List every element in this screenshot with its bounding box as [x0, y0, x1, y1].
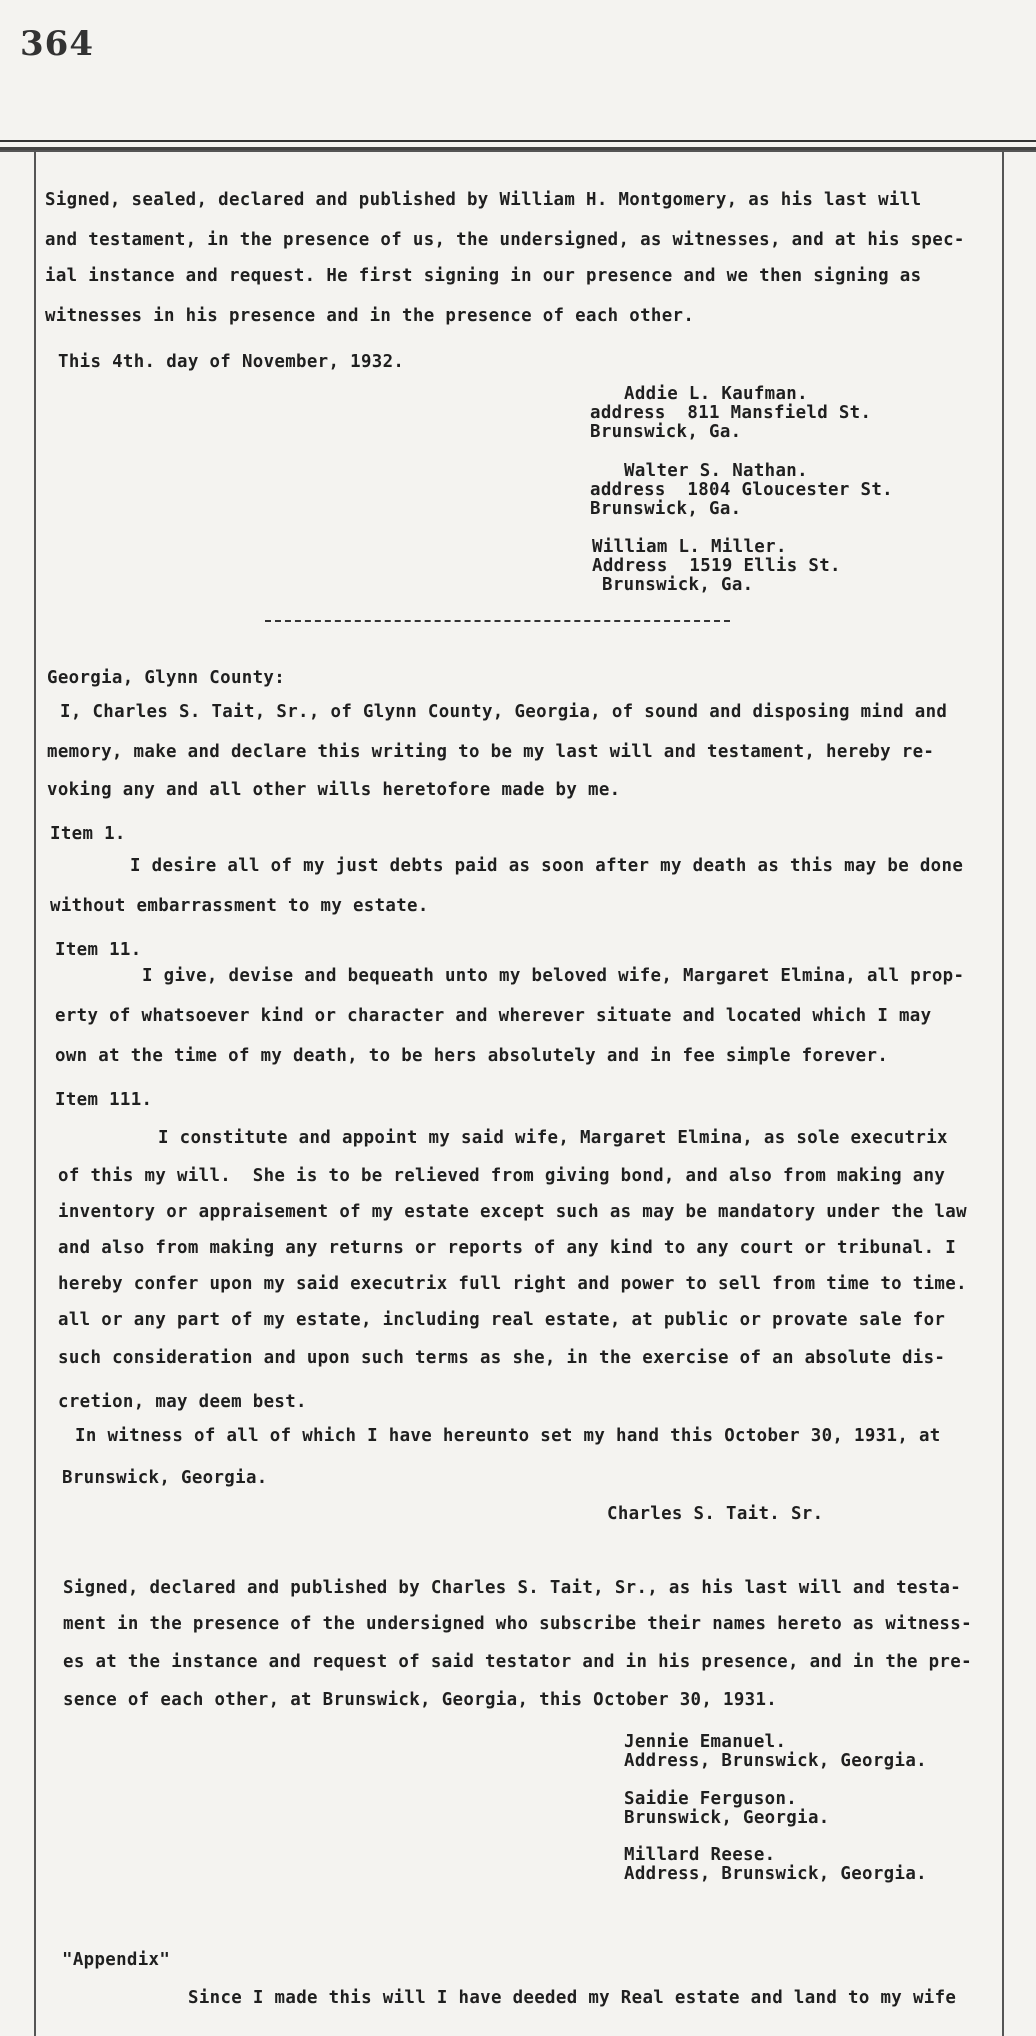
item3-line: I constitute and appoint my said wife, Margaret Elmina, as sole executrix	[158, 1128, 948, 1148]
will2-witness-3	[624, 1846, 927, 1884]
will1-attestation-line: witnesses in his presence and in the presence of each other.	[45, 306, 695, 326]
testator-signature: Charles S. Tait. Sr.	[607, 1504, 824, 1524]
page-number: 364	[20, 24, 94, 64]
item3-line: cretion, may deem best.	[58, 1392, 307, 1412]
appendix-line: Since I made this will I have deeded my Real estate and land to my wife	[188, 1988, 957, 2008]
witness-city: Brunswick, Ga.	[602, 575, 754, 595]
will2-intro-line: voking any and all other wills heretofore made by me.	[47, 780, 621, 800]
item2-line: I give, devise and bequeath unto my beloved wife, Margaret Elmina, all prop-	[142, 966, 965, 986]
item3-line: and also from making any returns or reports of any kind to any court or tribunal. I	[58, 1238, 957, 1258]
will2-attestation-line: sence of each other, at Brunswick, Georgia, this October 30, 1931.	[63, 1690, 778, 1710]
item3-label: Item 111.	[55, 1090, 153, 1110]
will2-attestation-line: es at the instance and request of said testator and in his presence, and in the pre-	[63, 1652, 972, 1672]
item1-label: Item 1.	[50, 824, 126, 844]
witness-address: Address 1519 Ellis St.	[592, 556, 841, 576]
section-divider	[265, 620, 730, 622]
witness-city: Brunswick, Ga.	[590, 422, 742, 442]
appendix-label: "Appendix"	[62, 1950, 171, 1970]
top-rule-inner	[0, 150, 1036, 152]
witness-address: address 1804 Gloucester St.	[590, 480, 893, 500]
will2-intro-line: I, Charles S. Tait, Sr., of Glynn County, Georgia, of sound and disposing mind and	[60, 702, 948, 722]
will1-witness-1	[590, 385, 871, 442]
right-margin-rule	[1002, 150, 1004, 2036]
witness-address: Brunswick, Georgia.	[624, 1808, 830, 1828]
item3-line: of this my will. She is to be relieved from giving bond, and also from making any	[58, 1166, 946, 1186]
witness-name: William L. Miller.	[592, 537, 787, 557]
item3-line: such consideration and upon such terms as she, in the exercise of an absolute dis-	[58, 1348, 946, 1368]
item2-line: erty of whatsoever kind or character and wherever situate and located which I may	[55, 1006, 932, 1026]
witness-name: Millard Reese.	[624, 1845, 776, 1865]
witness-address: Address, Brunswick, Georgia.	[624, 1864, 927, 1884]
will1-attestation-line: Signed, sealed, declared and published by William H. Montgomery, as his last will	[45, 190, 922, 210]
item3-line: all or any part of my estate, including real estate, at public or provate sale for	[58, 1310, 946, 1330]
item2-line: own at the time of my death, to be hers absolutely and in fee simple forever.	[55, 1046, 889, 1066]
witness-name: Jennie Emanuel.	[624, 1732, 787, 1752]
will2-attestation-line: Signed, declared and published by Charles S. Tait, Sr., as his last will and testa-	[63, 1578, 962, 1598]
will2-intro-line: memory, make and declare this writing to be my last will and testament, hereby re-	[47, 742, 935, 762]
will1-witness-2	[590, 462, 893, 519]
top-rule	[0, 140, 1036, 150]
will2-heading: Georgia, Glynn County:	[47, 668, 286, 688]
will1-attestation-line: and testament, in the presence of us, the undersigned, as witnesses, and at his spec-	[45, 230, 965, 250]
item3-line: hereby confer upon my said executrix full right and power to sell from time to time.	[58, 1274, 967, 1294]
witness-name: Saidie Ferguson.	[624, 1789, 798, 1809]
testimonium-line: Brunswick, Georgia.	[62, 1468, 268, 1488]
witness-address: address 811 Mansfield St.	[590, 403, 872, 423]
testimonium-line: In witness of all of which I have hereunto set my hand this October 30, 1931, at	[75, 1426, 941, 1446]
item2-label: Item 11.	[55, 940, 142, 960]
item3-line: inventory or appraisement of my estate except such as may be mandatory under the law	[58, 1202, 967, 1222]
will2-witness-1	[624, 1733, 927, 1771]
witness-address: Address, Brunswick, Georgia.	[624, 1751, 927, 1771]
will1-attestation-line: ial instance and request. He first signing in our presence and we then signing as	[45, 266, 922, 286]
left-margin-rule	[34, 150, 36, 2036]
item1-line: without embarrassment to my estate.	[50, 896, 429, 916]
will1-date-line: This 4th. day of November, 1932.	[58, 352, 405, 372]
witness-city: Brunswick, Ga.	[590, 499, 742, 519]
witness-name: Walter S. Nathan.	[624, 461, 808, 481]
item1-line: I desire all of my just debts paid as soon after my death as this may be done	[130, 856, 964, 876]
will2-attestation-line: ment in the presence of the undersigned who subscribe their names hereto as witness-	[63, 1614, 972, 1634]
witness-name: Addie L. Kaufman.	[624, 384, 808, 404]
will1-witness-3	[592, 538, 841, 595]
will2-witness-2	[624, 1790, 830, 1828]
